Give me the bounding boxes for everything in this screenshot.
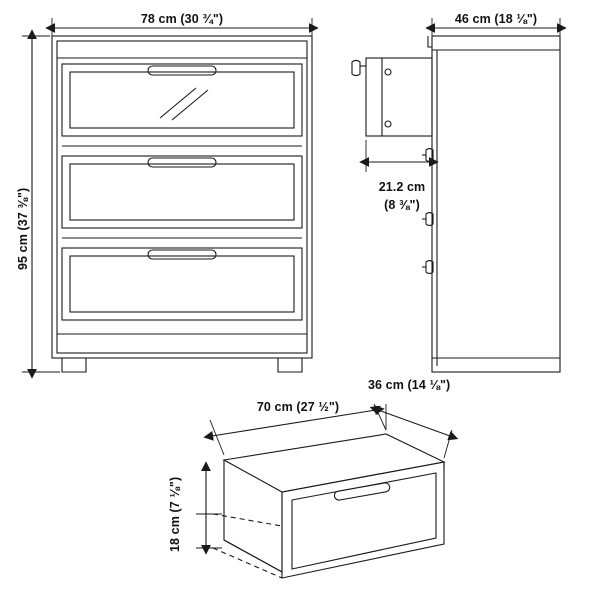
drawer-height-label: 18 cm (7 ⅛") bbox=[168, 476, 182, 552]
drawer-height-dimension bbox=[196, 470, 222, 548]
drawer-width-label: 70 cm (27 ½") bbox=[256, 400, 340, 414]
side-depth-label: 46 cm (18 ⅛") bbox=[454, 12, 538, 26]
front-view-group bbox=[52, 36, 312, 372]
front-height-label: 95 cm (37 ⅜") bbox=[16, 187, 30, 270]
drawer-depth-dimension bbox=[378, 404, 452, 458]
side-extension-label-line1: 21.2 cm bbox=[378, 180, 426, 194]
drawer-detail-group bbox=[213, 434, 444, 578]
side-extension-label-line2: (8 ⅜") bbox=[384, 198, 420, 212]
drawer-depth-label: 36 cm (14 ⅛") bbox=[368, 378, 451, 392]
front-width-label: 78 cm (30 ¾") bbox=[140, 12, 224, 26]
side-extension-dimension bbox=[366, 140, 432, 172]
